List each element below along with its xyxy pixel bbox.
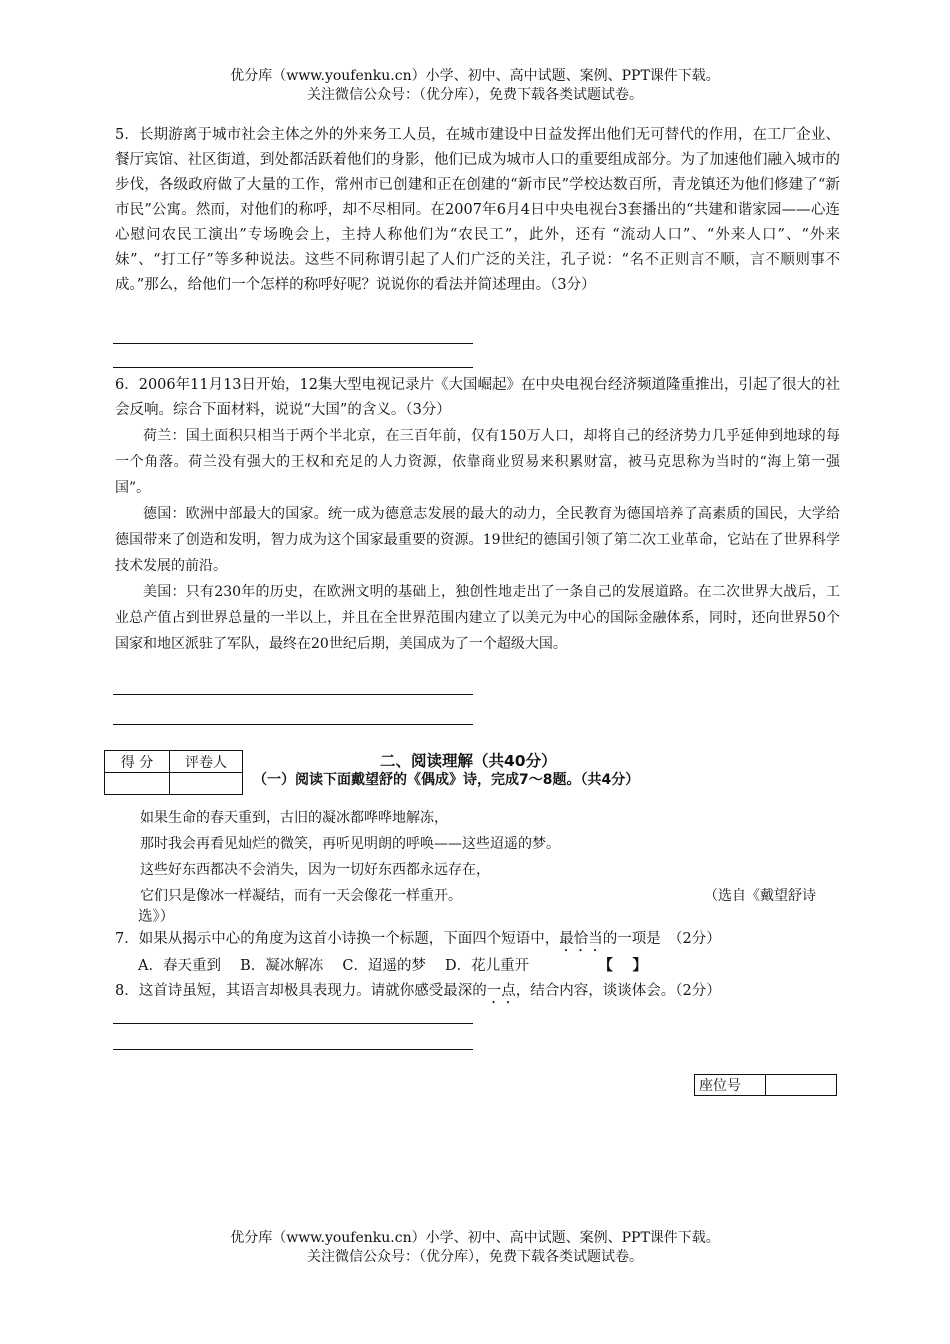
poem-line: 这些好东西都决不会消失，因为一切好东西都永远存在，: [140, 862, 490, 878]
question-7: [115, 928, 721, 955]
footer-line-1: 优分库（www.youfenku.cn）小学、初中、高中试题、案例、PPT课件下载。: [230, 1230, 720, 1246]
page-header: [0, 67, 950, 105]
material-germany: 德国：欧洲中部最大的国家。统一成为德意志发展的最大的动力，全民教育为德国培养了高素质的国民，大学给德国带来了创造和发明，智力成为这个国家最重要的资源。19世纪的德国引领了第二次工业革命，它站在了世界科学技术发展的前沿。: [115, 506, 840, 574]
answer-line[interactable]: [113, 367, 473, 368]
header-line-2: 关注微信公众号：（优分库），免费下载各类试题试卷。: [307, 87, 643, 103]
answer-line[interactable]: [113, 694, 473, 695]
q8-emphasis: 一点: [486, 983, 516, 999]
poem-source: （选自《戴望舒诗: [704, 888, 816, 904]
q8-stem-end: ，结合内容，谈谈体会。（2分）: [515, 983, 721, 999]
answer-line[interactable]: [113, 343, 473, 344]
question-8: [115, 980, 721, 1007]
q7-options: A．春天重到 B．凝冰解冻 C．迢遥的梦 D．花儿重开: [138, 958, 530, 974]
header-line-1: 优分库（www.youfenku.cn）小学、初中、高中试题、案例、PPT课件下载。: [230, 68, 720, 84]
footer-line-2: 关注微信公众号：（优分库），免费下载各类试题试卷。: [307, 1249, 643, 1265]
seat-label: 座位号: [695, 1075, 766, 1096]
q7-stem: 7．如果从揭示中心的角度为这首小诗换一个标题，下面四个短语中，: [115, 931, 560, 947]
q8-stem: 8．这首诗虽短，其语言却极具表现力。请就你感受最深的: [115, 983, 487, 999]
poem-source-cont: 选》）: [138, 909, 175, 925]
answer-line[interactable]: [113, 1049, 473, 1050]
q7-answer-bracket[interactable]: 【 】: [598, 957, 647, 974]
score-box: [104, 750, 243, 795]
seat-value[interactable]: [766, 1075, 837, 1096]
grader-cell[interactable]: [170, 773, 243, 795]
poem: [140, 805, 840, 909]
poem-line: 那时我会再看见灿烂的微笑，再听见明朗的呼唤——这些迢遥的梦。: [140, 836, 560, 852]
question-5: 5．长期游离于城市社会主体之外的外来务工人员，在城市建设中日益发挥出他们无可替代的作用，在工厂企业、餐厅宾馆、社区街道，到处都活跃着他们的身影，他们已成为城市人口的重要组成部分。为了加速他们融入城市的步伐，各级政府做了大量的工作，常州市已创建和正在创建的“新市民”学校达数百所，青龙镇还为他们修建了“新市民”公寓。然而，对他们的称呼，却不尽相同。在2007年6月4日中央电视台3套播出的“共建和谐家园——心连心慰问农民工演出”专场晚会上，主持人称他们为“农民工”，此外，还有 “流动人口”、“外来人口”、“外来妹”、“打工仔”等多种说法。这些不同称谓引起了人们广泛的关注，孔子说：“名不正则言不顺，言不顺则事不成。”那么，给他们一个怎样的称呼好呢？说说你的看法并简述理由。（3分）: [115, 127, 840, 293]
page-footer: [0, 1229, 950, 1267]
question-6-intro: 6．2006年11月13日开始，12集大型电视记录片《大国崛起》在中央电视台经济频道隆重推出，引起了很大的社会反响。综合下面材料，说说“大国”的含义。（3分）: [115, 377, 840, 418]
seat-number-box: [694, 1074, 837, 1096]
section-title: 二、阅读理解（共40分）: [380, 752, 557, 770]
poem-line-last: [140, 883, 840, 909]
q7-emphasis: 最恰当: [559, 931, 603, 947]
answer-line[interactable]: [113, 724, 473, 725]
material-usa: 美国：只有230年的历史，在欧洲文明的基础上，独创性地走出了一条自己的发展道路。在二次世界大战后，工业总产值占到世界总量的一半以上，并且在全世界范围内建立了以美元为中心的国际金融体系，同时，还向世界50个国家和地区派驻了军队，最终在20世纪后期，美国成为了一个超级大国。: [115, 584, 840, 652]
grader-label: 评卷人: [170, 751, 243, 773]
question-7-options: [138, 955, 647, 977]
q7-stem-end: 的一项是 （2分）: [602, 931, 721, 947]
poem-line: 它们只是像冰一样凝结，而有一天会像花一样重开。: [140, 888, 462, 904]
question-6-materials: [115, 423, 840, 657]
section-subtitle: （一）阅读下面戴望舒的《偶成》诗，完成7～8题。（共4分）: [253, 772, 640, 788]
poem-line: 如果生命的春天重到，古旧的凝冰都哗哗地解冻，: [140, 810, 448, 826]
material-netherlands: 荷兰：国土面积只相当于两个半北京，在三百年前，仅有150万人口，却将自己的经济势力几乎延伸到地球的每一个角落。荷兰没有强大的王权和充足的人力资源，依靠商业贸易来积累财富，被马克思称为当时的“海上第一强国”。: [115, 428, 840, 496]
answer-line[interactable]: [113, 1023, 473, 1024]
score-label: 得 分: [105, 751, 170, 773]
score-cell[interactable]: [105, 773, 170, 795]
